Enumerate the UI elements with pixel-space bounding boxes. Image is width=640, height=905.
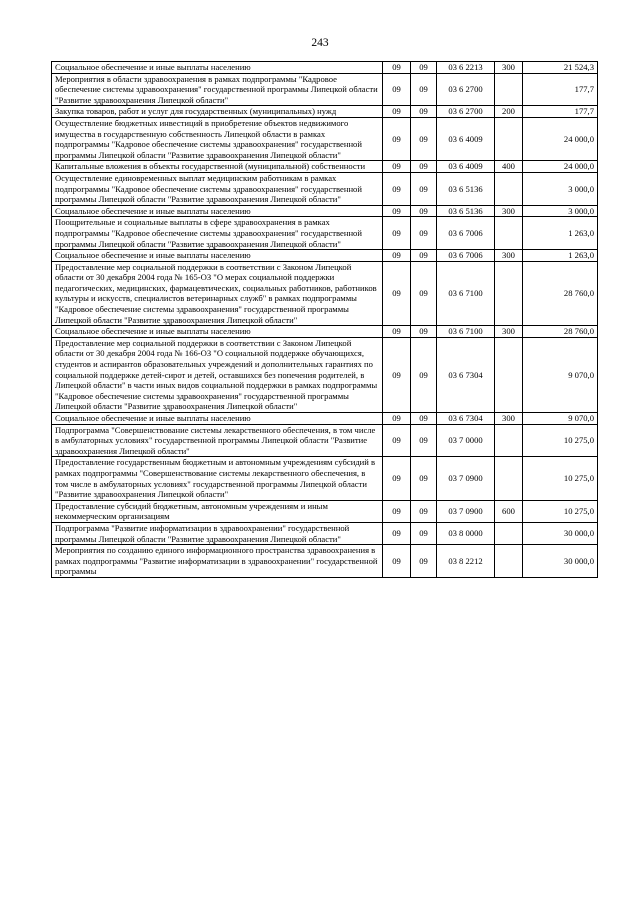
- target-article-cell: 03 6 5136: [437, 172, 495, 205]
- expense-type-cell: 400: [495, 161, 523, 173]
- expense-name-cell: Мероприятия по созданию единого информационного пространства здравоохранения в рамках подпрограммы "Развитие информатизации в здравоохранении" государственной программы: [52, 545, 383, 578]
- table-row: [52, 457, 598, 500]
- table-row: [52, 261, 598, 326]
- target-article-cell: 03 6 7006: [437, 217, 495, 250]
- section-code-cell: 09: [383, 217, 411, 250]
- expense-name-cell: Подпрограмма "Совершенствование системы лекарственного обеспечения, в том числе в амбулаторных условиях" государственной программы Липецкой области "Развитие здравоохранения Липецкой области": [52, 424, 383, 457]
- expense-type-cell: [495, 217, 523, 250]
- expense-type-cell: [495, 73, 523, 106]
- expense-type-cell: [495, 522, 523, 544]
- amount-cell: 24 000,0: [523, 161, 598, 173]
- target-article-cell: 03 6 7100: [437, 326, 495, 338]
- expense-name-cell: Предоставление государственным бюджетным и автономным учреждениям субсидий в рамках подпрограммы "Совершенствование системы лекарственного обеспечения, в том числе в амбулаторных условиях" государственной программы Липецкой области "Развитие здравоохранения Липецкой области": [52, 457, 383, 500]
- section-code-cell: 09: [383, 500, 411, 522]
- target-article-cell: 03 6 2700: [437, 106, 495, 118]
- subsection-code-cell: 09: [411, 172, 437, 205]
- section-code-cell: 09: [383, 545, 411, 578]
- table-row: [52, 73, 598, 106]
- expense-type-cell: 300: [495, 326, 523, 338]
- amount-cell: 24 000,0: [523, 117, 598, 160]
- table-row: [52, 500, 598, 522]
- subsection-code-cell: 09: [411, 457, 437, 500]
- amount-cell: 9 070,0: [523, 413, 598, 425]
- amount-cell: 10 275,0: [523, 500, 598, 522]
- section-code-cell: 09: [383, 117, 411, 160]
- target-article-cell: 03 6 7006: [437, 250, 495, 262]
- amount-cell: 28 760,0: [523, 326, 598, 338]
- expense-type-cell: 300: [495, 62, 523, 74]
- amount-cell: 10 275,0: [523, 424, 598, 457]
- page-number: 243: [311, 37, 329, 49]
- section-code-cell: 09: [383, 413, 411, 425]
- expense-type-cell: [495, 457, 523, 500]
- subsection-code-cell: 09: [411, 62, 437, 74]
- subsection-code-cell: 09: [411, 161, 437, 173]
- expense-name-cell: Предоставление мер социальной поддержки в соответствии с Законом Липецкой области от 30 декабря 2004 года № 165-ОЗ "О мерах социальной поддержки педагогических, медицинских, фармацевтических, социальных работников, работников культуры и искусств, специалистов ветеринарных служб" в рамках подпрограммы "Кадровое обеспечение системы здравоохранения" государственной программы Липецкой области "Развитие здравоохранения Липецкой области": [52, 261, 383, 326]
- section-code-cell: 09: [383, 161, 411, 173]
- target-article-cell: 03 6 2213: [437, 62, 495, 74]
- subsection-code-cell: 09: [411, 326, 437, 338]
- subsection-code-cell: 09: [411, 500, 437, 522]
- table-row: [52, 545, 598, 578]
- target-article-cell: 03 7 0000: [437, 424, 495, 457]
- expense-name-cell: Капитальные вложения в объекты государственной (муниципальной) собственности: [52, 161, 383, 173]
- table-row: [52, 62, 598, 74]
- expense-name-cell: Социальное обеспечение и иные выплаты населению: [52, 413, 383, 425]
- expense-name-cell: Подпрограмма "Развитие информатизации в здравоохранении" государственной программы Липецкой области "Развитие здравоохранения Липецкой области": [52, 522, 383, 544]
- expense-type-cell: [495, 172, 523, 205]
- table-row: [52, 522, 598, 544]
- expense-name-cell: Мероприятия в области здравоохранения в рамках подпрограммы "Кадровое обеспечение системы здравоохранения" государственной программы Липецкой области "Развитие здравоохранения Липецкой области": [52, 73, 383, 106]
- section-code-cell: 09: [383, 424, 411, 457]
- target-article-cell: 03 7 0900: [437, 457, 495, 500]
- section-code-cell: 09: [383, 73, 411, 106]
- subsection-code-cell: 09: [411, 217, 437, 250]
- amount-cell: 177,7: [523, 106, 598, 118]
- subsection-code-cell: 09: [411, 413, 437, 425]
- subsection-code-cell: 09: [411, 261, 437, 326]
- expense-type-cell: 200: [495, 106, 523, 118]
- section-code-cell: 09: [383, 62, 411, 74]
- target-article-cell: 03 6 4009: [437, 117, 495, 160]
- amount-cell: 177,7: [523, 73, 598, 106]
- table-row: [52, 205, 598, 217]
- expense-name-cell: Закупка товаров, работ и услуг для государственных (муниципальных) нужд: [52, 106, 383, 118]
- table-row: [52, 117, 598, 160]
- section-code-cell: 09: [383, 106, 411, 118]
- expense-type-cell: 600: [495, 500, 523, 522]
- section-code-cell: 09: [383, 522, 411, 544]
- amount-cell: 1 263,0: [523, 250, 598, 262]
- expense-name-cell: Осуществление бюджетных инвестиций в приобретение объектов недвижимого имущества в государственную собственность Липецкой области в рамках подпрограммы "Кадровое обеспечение системы здравоохранения" государственной программы Липецкой области "Развитие здравоохранения Липецкой области": [52, 117, 383, 160]
- expense-name-cell: Поощрительные и социальные выплаты в сфере здравоохранения в рамках подпрограммы "Кадровое обеспечение системы здравоохранения" государственной программы Липецкой области "Развитие здравоохранения Липецкой области": [52, 217, 383, 250]
- amount-cell: 3 000,0: [523, 172, 598, 205]
- expense-name-cell: Предоставление мер социальной поддержки в соответствии с Законом Липецкой области от 30 декабря 2004 года № 166-ОЗ "О социальной поддержке обучающихся, студентов и аспирантов образовательных учреждений и дополнительных гарантиях по социальной поддержке детей-сирот и детей, оставшихся без попечения родителей, в Липецкой области" в части иных видов социальной поддержки в рамках подпрограммы "Кадровое обеспечение системы здравоохранения" государственной программы Липецкой области "Развитие здравоохранения Липецкой области": [52, 337, 383, 412]
- expense-type-cell: [495, 261, 523, 326]
- table-row: [52, 161, 598, 173]
- target-article-cell: 03 6 5136: [437, 205, 495, 217]
- amount-cell: 28 760,0: [523, 261, 598, 326]
- expense-name-cell: Осуществление единовременных выплат медицинским работникам в рамках подпрограммы "Кадровое обеспечение системы здравоохранения" государственной программы Липецкой области "Развитие здравоохранения Липецкой области": [52, 172, 383, 205]
- subsection-code-cell: 09: [411, 522, 437, 544]
- target-article-cell: 03 8 2212: [437, 545, 495, 578]
- subsection-code-cell: 09: [411, 73, 437, 106]
- target-article-cell: 03 6 7304: [437, 413, 495, 425]
- expense-name-cell: Социальное обеспечение и иные выплаты населению: [52, 250, 383, 262]
- subsection-code-cell: 09: [411, 337, 437, 412]
- expense-type-cell: 300: [495, 250, 523, 262]
- expense-type-cell: [495, 545, 523, 578]
- expense-name-cell: Предоставление субсидий бюджетным, автономным учреждениям и иным некоммерческим организациям: [52, 500, 383, 522]
- budget-table: [51, 61, 598, 578]
- target-article-cell: 03 6 4009: [437, 161, 495, 173]
- expense-type-cell: 300: [495, 205, 523, 217]
- expense-type-cell: [495, 424, 523, 457]
- table-row: [52, 217, 598, 250]
- expense-name-cell: Социальное обеспечение и иные выплаты населению: [52, 205, 383, 217]
- budget-table-body: [52, 62, 598, 578]
- section-code-cell: 09: [383, 261, 411, 326]
- table-row: [52, 106, 598, 118]
- subsection-code-cell: 09: [411, 106, 437, 118]
- section-code-cell: 09: [383, 326, 411, 338]
- table-row: [52, 337, 598, 412]
- target-article-cell: 03 6 7100: [437, 261, 495, 326]
- expense-name-cell: Социальное обеспечение и иные выплаты населению: [52, 62, 383, 74]
- section-code-cell: 09: [383, 457, 411, 500]
- table-row: [52, 172, 598, 205]
- subsection-code-cell: 09: [411, 545, 437, 578]
- target-article-cell: 03 6 7304: [437, 337, 495, 412]
- table-row: [52, 424, 598, 457]
- section-code-cell: 09: [383, 172, 411, 205]
- expense-type-cell: [495, 117, 523, 160]
- amount-cell: 1 263,0: [523, 217, 598, 250]
- amount-cell: 3 000,0: [523, 205, 598, 217]
- target-article-cell: 03 7 0900: [437, 500, 495, 522]
- subsection-code-cell: 09: [411, 117, 437, 160]
- subsection-code-cell: 09: [411, 205, 437, 217]
- amount-cell: 9 070,0: [523, 337, 598, 412]
- section-code-cell: 09: [383, 205, 411, 217]
- table-row: [52, 413, 598, 425]
- target-article-cell: 03 8 0000: [437, 522, 495, 544]
- table-row: [52, 250, 598, 262]
- target-article-cell: 03 6 2700: [437, 73, 495, 106]
- table-row: [52, 326, 598, 338]
- section-code-cell: 09: [383, 250, 411, 262]
- expense-type-cell: [495, 337, 523, 412]
- amount-cell: 30 000,0: [523, 545, 598, 578]
- expense-name-cell: Социальное обеспечение и иные выплаты населению: [52, 326, 383, 338]
- section-code-cell: 09: [383, 337, 411, 412]
- amount-cell: 10 275,0: [523, 457, 598, 500]
- expense-type-cell: 300: [495, 413, 523, 425]
- subsection-code-cell: 09: [411, 424, 437, 457]
- amount-cell: 21 524,3: [523, 62, 598, 74]
- amount-cell: 30 000,0: [523, 522, 598, 544]
- subsection-code-cell: 09: [411, 250, 437, 262]
